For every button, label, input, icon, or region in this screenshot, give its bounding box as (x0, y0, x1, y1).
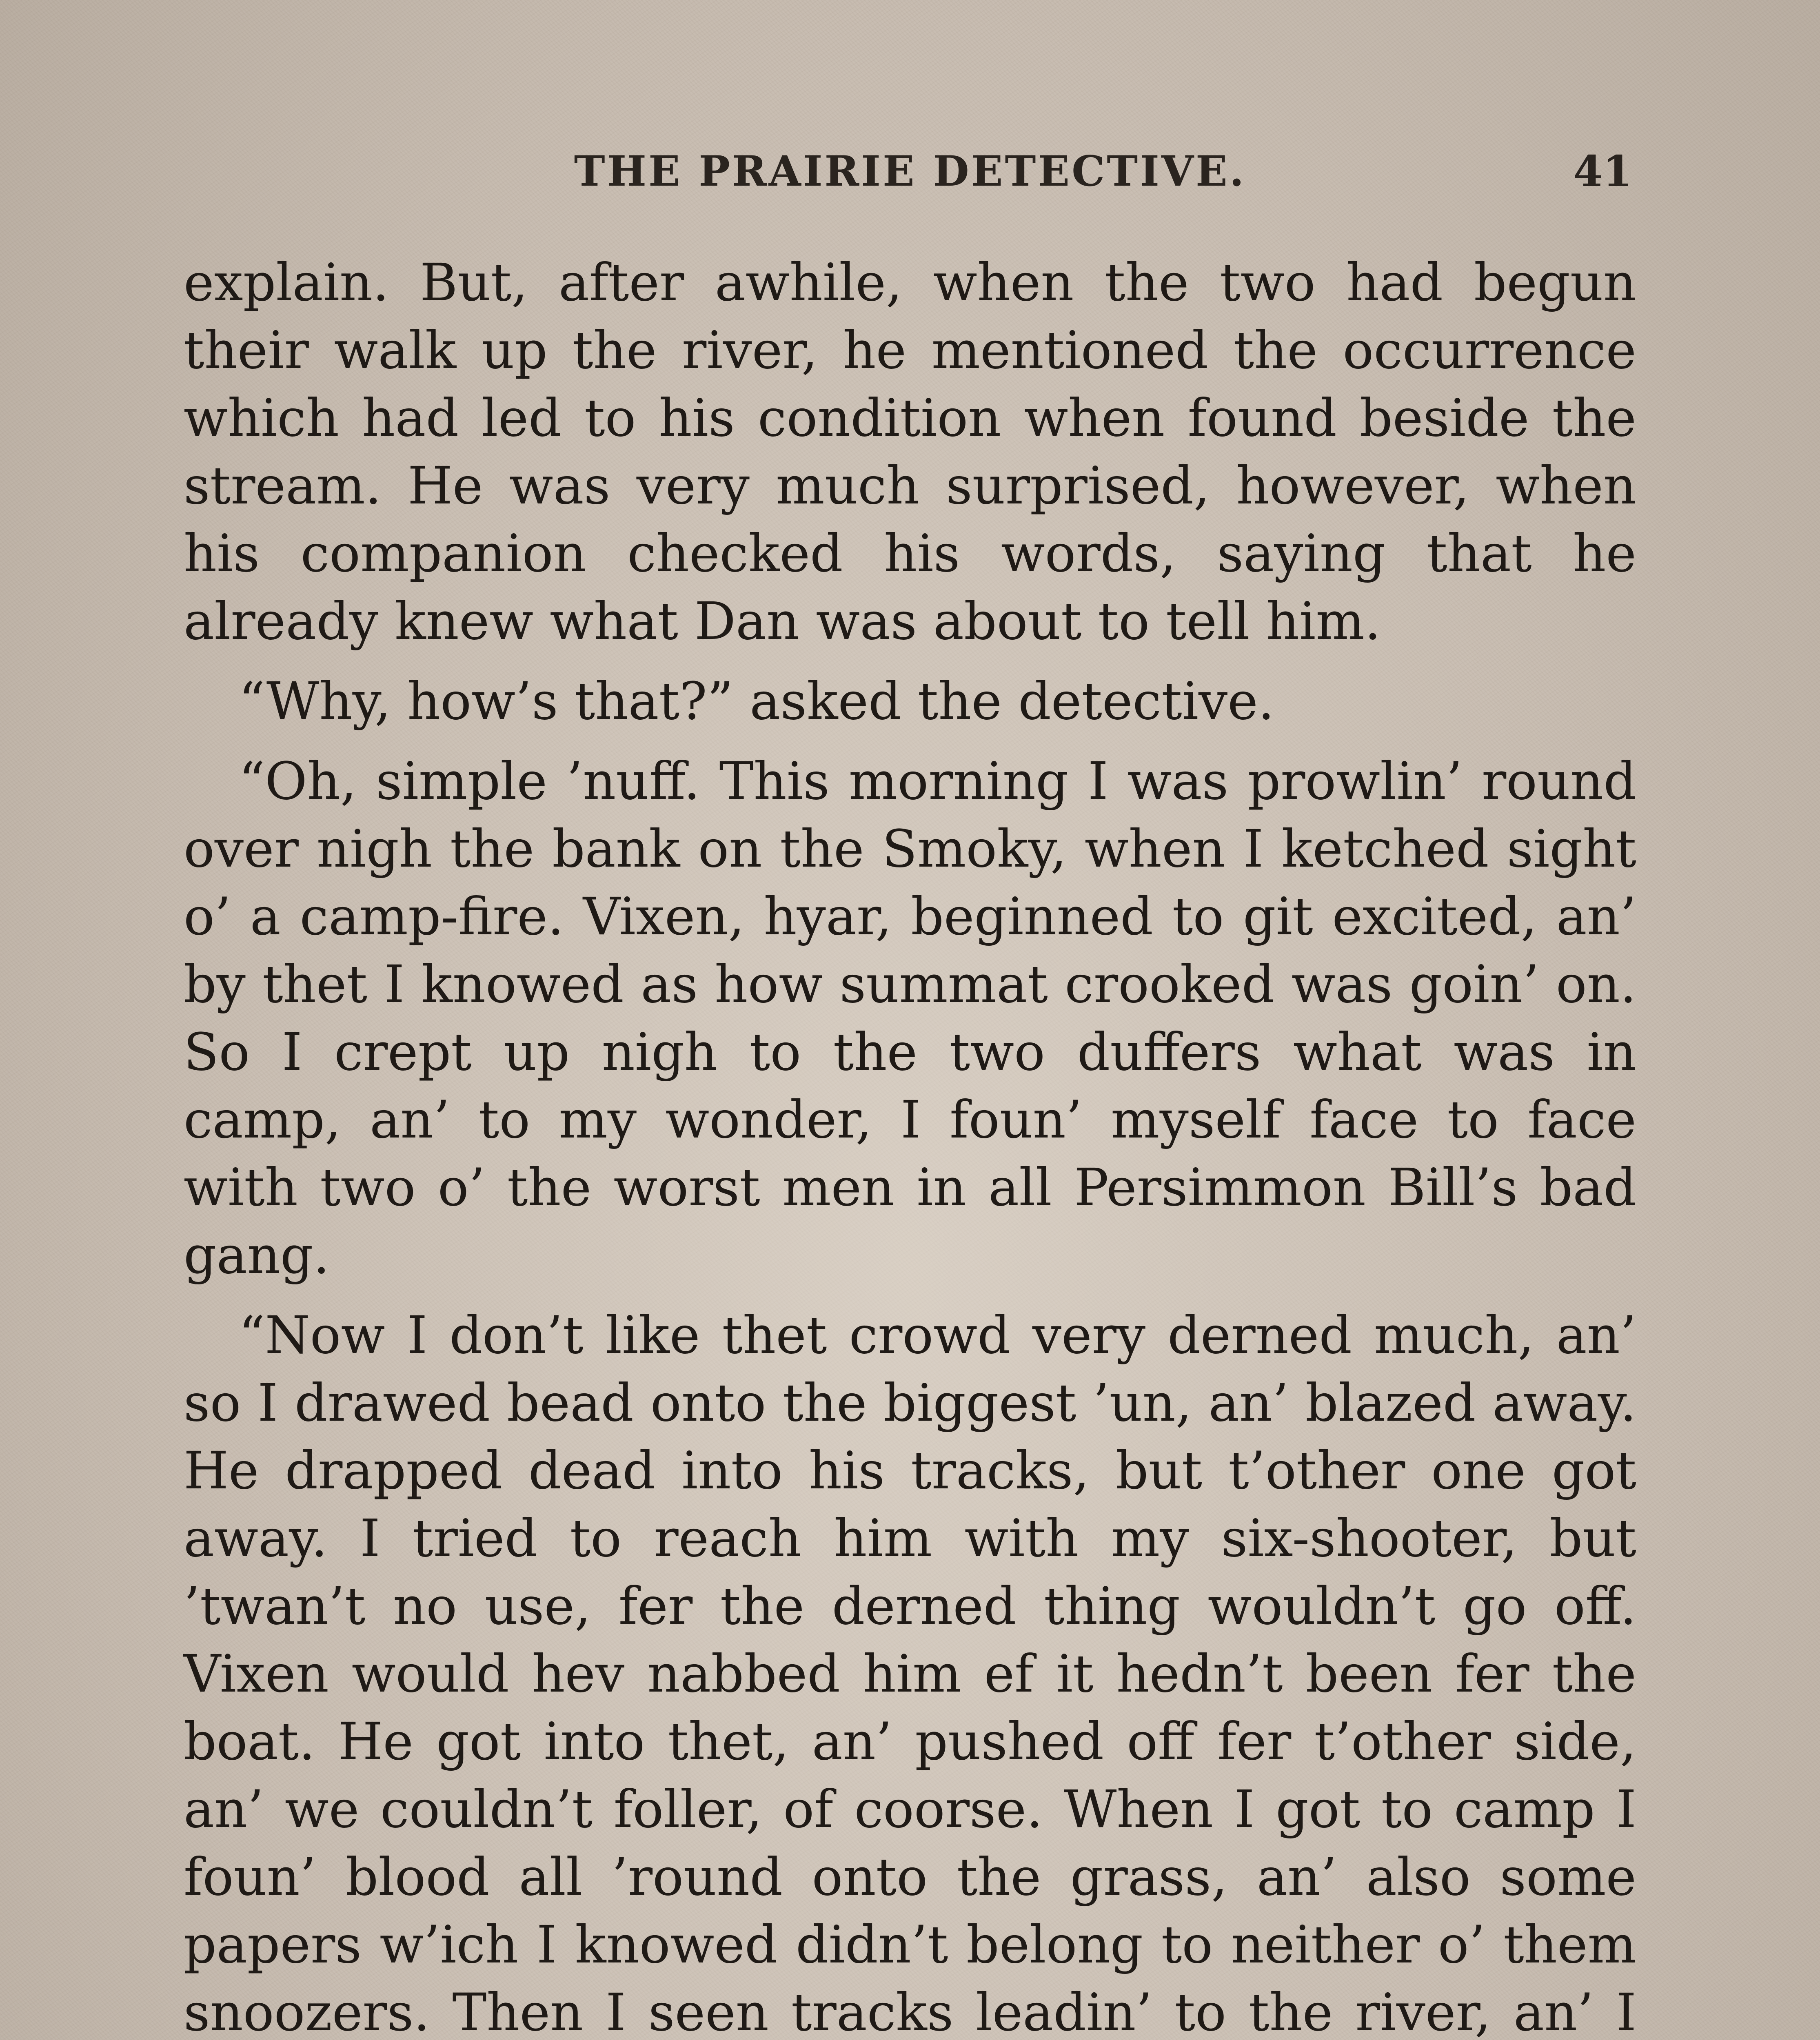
running-title: THE PRAIRIE DETECTIVE. (188, 143, 1632, 200)
paragraph: “Why, how’s that?” asked the detective. (184, 667, 1636, 735)
page-number: 41 (1573, 143, 1632, 200)
paragraph: “Oh, simple ’nuff. This morning I was prowlin’ round over nigh the bank on the Smoky, when I ketched sight o’ a camp-fire. Vixen, hyar, beginned to git excited, an’ by thet I knowed as how summat crooked was goin’ on. So I crept up nigh to the two duffers what was in camp, an’ to my wonder, I foun’ myself face to face with two o’ the worst men in all Persimmon Bill’s bad gang. (184, 747, 1636, 1289)
paragraph-continued: explain. But, after awhile, when the two had begun their walk up the river, he mentioned the occurrence which had led to his condition when found beside the stream. He was very much surprised, however, when his companion checked his words, saying that he already knew what Dan was about to tell him. (184, 249, 1636, 655)
paragraph: “Now I don’t like thet crowd very derned much, an’ so I drawed bead onto the biggest ’un, an’ blazed away. He drapped dead into his tracks, but t’other one got away. I tried to reach him with my six-shooter, but ’twan’t no use, fer the derned thing wouldn’t go off. Vixen would hev nabbed him ef it hedn’t been fer the boat. He got into thet, an’ pushed off fer t’other side, an’ we couldn’t foller, of coorse. When I got to camp I foun’ blood all ’round onto the grass, an’ also some papers w’ich I knowed didn’t belong to neither o’ them snoozers. Then I seen tracks leadin’ to the river, an’ I (184, 1302, 1636, 2040)
